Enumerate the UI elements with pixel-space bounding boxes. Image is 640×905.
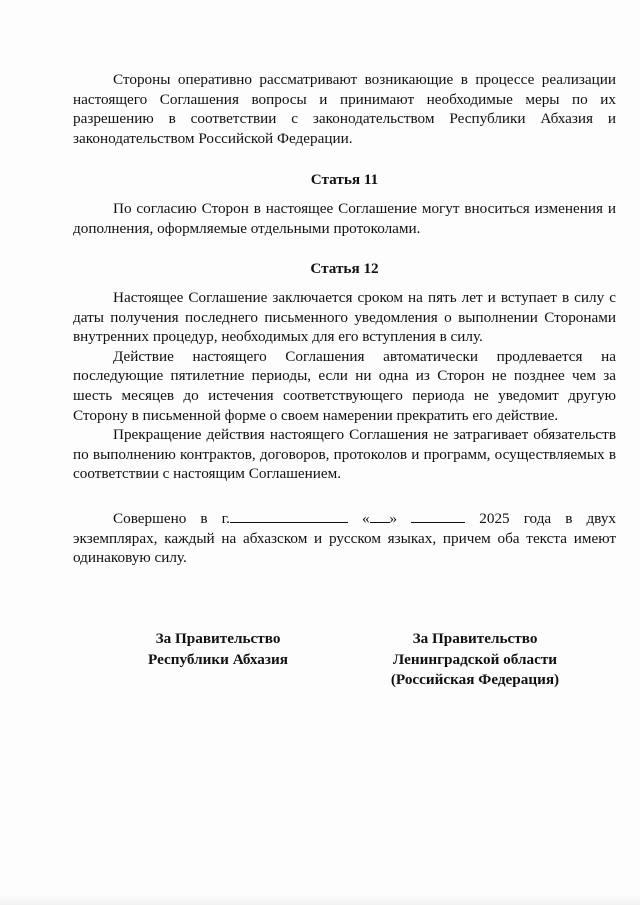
article-11-paragraph: По согласию Сторон в настоящее Соглашение могут вноситься изменения и дополнения, оформляемые отдельными протоколами. — [73, 200, 616, 237]
article-12-paragraph-2: Действие настоящего Соглашения автоматически продлевается на последующие пятилетние периоды, если ни одна из Сторон не позднее чем за шесть месяцев до истечения соответствующего периода не уведомит другую Сторону в письменной форме о своем намерении прекратить его действие. — [73, 347, 616, 424]
article-11-body — [73, 199, 616, 238]
signature-right-line-2: Ленинградской области — [392, 650, 558, 668]
execution-year: 2025 года в двух — [479, 510, 617, 527]
city-blank — [230, 510, 348, 523]
month-blank — [411, 510, 465, 523]
scan-edge-shadow — [0, 895, 640, 905]
article-12-paragraph-3: Прекращение действия настоящего Соглашения не затрагивает обязательств по выполнению контрактов, договоров, протоколов и программ, осуществляемых в соответствии с настоящим Соглашением. — [73, 426, 616, 483]
signature-left-line-1: За Правительство — [155, 630, 281, 647]
execution-line-1 — [73, 509, 616, 529]
quote-close: » — [389, 510, 398, 527]
execution-rest: экземплярах, каждый на абхазском и русском языках, причем оба текста имеют одинаковую силу. — [73, 529, 616, 567]
intro-section — [73, 70, 616, 148]
signature-block-leningrad — [370, 629, 580, 691]
signature-block-abkhazia — [118, 629, 318, 670]
signature-right-line-1: За Правительство — [412, 630, 538, 647]
quote-open: « — [361, 510, 370, 527]
intro-paragraph: Стороны оперативно рассматривают возникающие в процессе реализации настоящего Соглашения вопросы и принимают необходимые меры по их разрешению в соответствии с законодательством Республики Абхазия и законодательством Российской Федерации. — [73, 71, 616, 147]
article-12-heading: Статья 12 — [310, 260, 379, 277]
execution-prefix: Совершено в г. — [113, 510, 230, 527]
article-12-body — [73, 288, 616, 484]
execution-section — [73, 509, 616, 568]
signature-left-line-2: Республики Абхазия — [148, 650, 288, 668]
article-12-paragraph-1: Настоящее Соглашение заключается сроком на пять лет и вступает в силу с даты получения последнего письменного уведомления о выполнении Сторонами внутренних процедур, необходимых для его вступления в силу. — [73, 289, 616, 346]
article-11-heading: Статья 11 — [310, 171, 379, 188]
signature-right-line-3: (Российская Федерация) — [390, 671, 560, 688]
day-blank — [370, 510, 390, 523]
